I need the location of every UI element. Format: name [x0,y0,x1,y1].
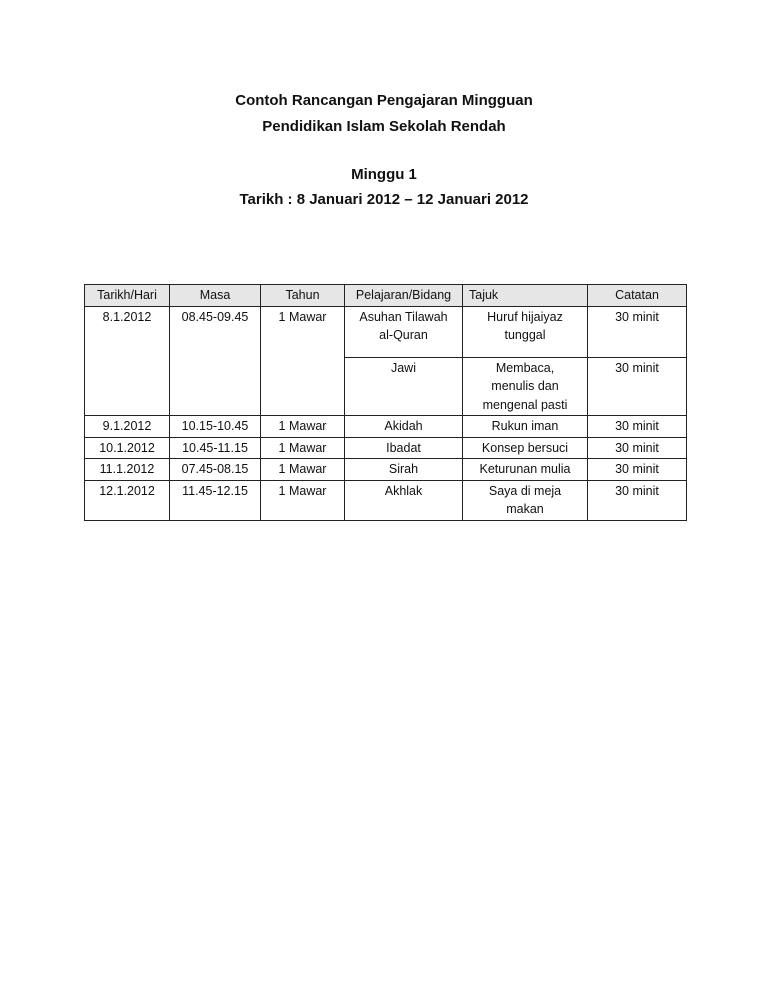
cell-line: mengenal pasti [482,397,568,412]
cell-tarikh: 11.1.2012 [85,459,170,481]
cell-masa: 08.45-09.45 [170,306,261,416]
cell-line: tunggal [504,328,546,342]
cell-tajuk: Rukun iman [463,416,588,438]
cell-tajuk [463,306,588,357]
cell-masa: 10.45-11.15 [170,437,261,459]
cell-catatan: 30 minit [588,306,687,357]
cell-masa: 11.45-12.15 [170,480,261,520]
cell-masa: 07.45-08.15 [170,459,261,481]
cell-catatan: 30 minit [588,459,687,481]
header-masa: Masa [170,285,261,307]
table-row [85,416,687,438]
cell-pelajaran: Sirah [345,459,463,481]
table-row [85,480,687,520]
cell-tarikh: 12.1.2012 [85,480,170,520]
cell-line: menulis dan [491,379,559,393]
cell-tarikh: 9.1.2012 [85,416,170,438]
cell-pelajaran: Ibadat [345,437,463,459]
cell-tahun: 1 Mawar [261,459,345,481]
cell-catatan: 30 minit [588,416,687,438]
cell-pelajaran: Jawi [345,357,463,416]
header-catatan: Catatan [588,285,687,307]
document-subtitle: Pendidikan Islam Sekolah Rendah [262,118,506,135]
cell-catatan: 30 minit [588,480,687,520]
table-row [85,437,687,459]
document-title: Contoh Rancangan Pengajaran Mingguan [235,92,533,109]
cell-line: makan [506,502,544,516]
table-header-row [85,285,687,307]
cell-tarikh: 8.1.2012 [85,306,170,416]
cell-line: Membaca, [495,360,555,375]
header-tahun: Tahun [261,285,345,307]
cell-tahun: 1 Mawar [261,416,345,438]
week-label: Minggu 1 [351,166,417,183]
date-range: Tarikh : 8 Januari 2012 – 12 Januari 2012 [239,191,529,208]
cell-pelajaran: Akidah [345,416,463,438]
cell-tajuk: Keturunan mulia [463,459,588,481]
table-row [85,306,687,357]
header-tarikh: Tarikh/Hari [85,285,170,307]
cell-tarikh: 10.1.2012 [85,437,170,459]
cell-line: Saya di meja [488,483,562,498]
cell-catatan: 30 minit [588,357,687,416]
cell-catatan: 30 minit [588,437,687,459]
cell-pelajaran [345,306,463,357]
cell-tajuk [463,480,588,520]
cell-line: Asuhan Tilawah [359,309,448,324]
cell-tahun: 1 Mawar [261,480,345,520]
table-row [85,459,687,481]
cell-tahun: 1 Mawar [261,437,345,459]
cell-tajuk: Konsep bersuci [463,437,588,459]
cell-line: al-Quran [379,328,428,342]
cell-tahun: 1 Mawar [261,306,345,416]
cell-line: Huruf hijaiyaz [487,309,563,324]
header-tajuk: Tajuk [463,285,588,307]
cell-tajuk [463,357,588,416]
cell-masa: 10.15-10.45 [170,416,261,438]
header-pelajaran: Pelajaran/Bidang [345,285,463,307]
lesson-plan-table [84,284,687,521]
cell-pelajaran: Akhlak [345,480,463,520]
